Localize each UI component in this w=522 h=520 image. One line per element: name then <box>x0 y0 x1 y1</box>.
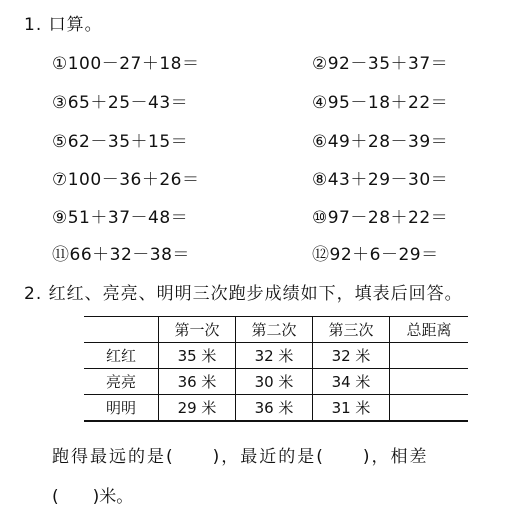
expression-9: ⑨51＋37－48＝ <box>52 208 189 228</box>
name-cell: 亮亮 <box>84 369 159 395</box>
table-cell: 35 米 <box>159 343 236 369</box>
expression-7: ⑦100－36＋26＝ <box>52 170 200 190</box>
expression-8: ⑧43＋29－30＝ <box>312 170 449 190</box>
header-cell: 第三次 <box>313 317 390 343</box>
table-header-row <box>84 317 468 343</box>
header-cell: 总距离 <box>390 317 469 343</box>
total-cell[interactable] <box>390 343 469 369</box>
name-cell: 明明 <box>84 395 159 422</box>
expression-12: ⑫92＋6－29＝ <box>312 245 439 265</box>
total-cell[interactable] <box>390 395 469 422</box>
table-row <box>84 395 468 422</box>
answer-line-2: ( )米。 <box>52 487 134 507</box>
table-cell: 34 米 <box>313 369 390 395</box>
expression-3: ③65＋25－43＝ <box>52 93 189 113</box>
header-cell <box>84 317 159 343</box>
table-cell: 31 米 <box>313 395 390 422</box>
header-cell: 第二次 <box>236 317 313 343</box>
table-cell: 32 米 <box>313 343 390 369</box>
expression-6: ⑥49＋28－39＝ <box>312 132 449 152</box>
table-row <box>84 343 468 369</box>
expression-2: ②92－35＋37＝ <box>312 54 449 74</box>
header-cell: 第一次 <box>159 317 236 343</box>
running-score-table <box>84 316 468 422</box>
expression-5: ⑤62－35＋15＝ <box>52 132 189 152</box>
total-cell[interactable] <box>390 369 469 395</box>
table-cell: 30 米 <box>236 369 313 395</box>
expression-10: ⑩97－28＋22＝ <box>312 208 449 228</box>
expression-1: ①100－27＋18＝ <box>52 54 200 74</box>
table-cell: 29 米 <box>159 395 236 422</box>
name-cell: 红红 <box>84 343 159 369</box>
table-cell: 36 米 <box>159 369 236 395</box>
table-cell: 32 米 <box>236 343 313 369</box>
question-1-title: 1. 口算。 <box>24 15 103 35</box>
question-2-title: 2. 红红、亮亮、明明三次跑步成绩如下，填表后回答。 <box>24 284 463 304</box>
table-cell: 36 米 <box>236 395 313 422</box>
expression-4: ④95－18＋22＝ <box>312 93 449 113</box>
table-row <box>84 369 468 395</box>
answer-line-1: 跑得最远的是( )，最近的是( )，相差 <box>52 447 429 467</box>
expression-11: ⑪66＋32－38＝ <box>52 245 190 265</box>
